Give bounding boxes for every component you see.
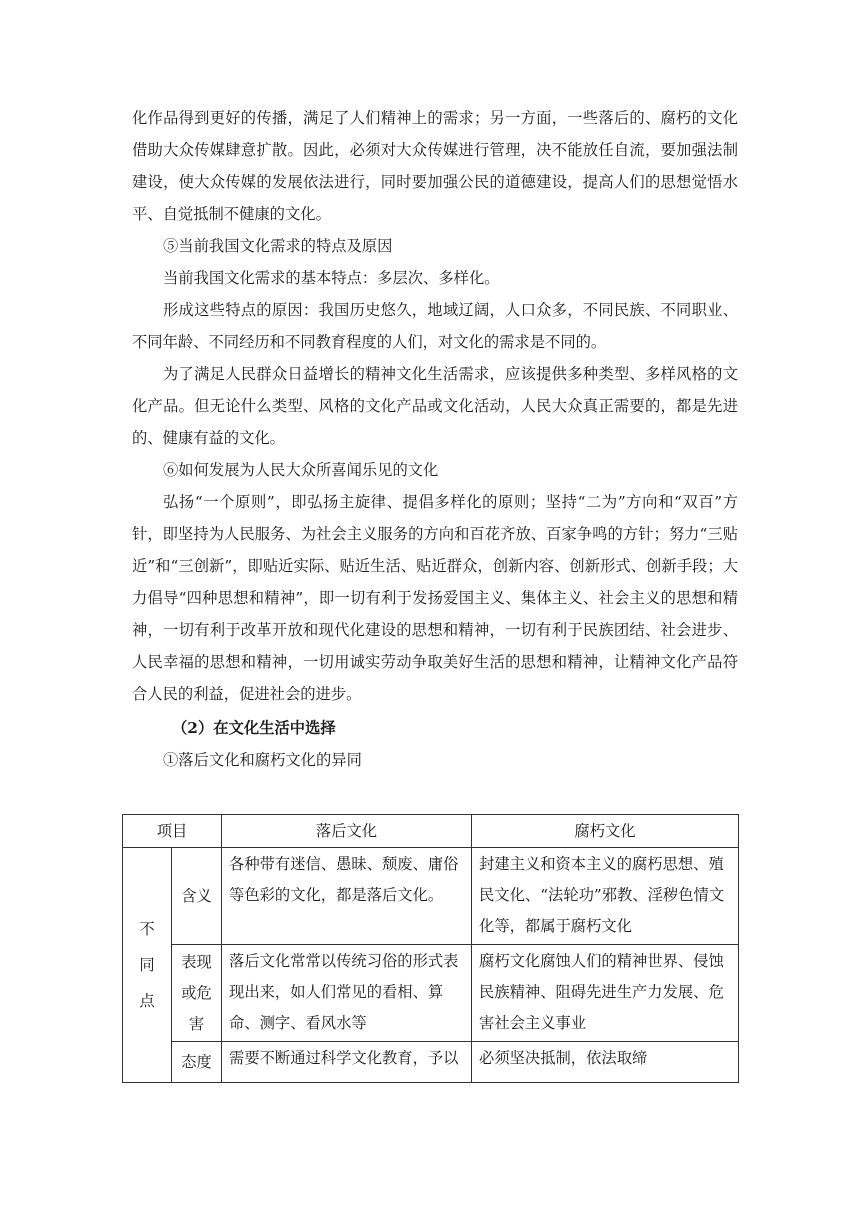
table-caption: ①落后文化和腐朽文化的异同 bbox=[163, 751, 362, 769]
comparison-table bbox=[122, 814, 739, 1083]
header-backward-culture: 落后文化 bbox=[222, 815, 472, 848]
table-cell: 各种带有迷信、愚昧、颓废、庸俗等色彩的文化，都是落后文化。 bbox=[222, 848, 472, 945]
group-label-text: 不同点 bbox=[139, 920, 155, 1010]
header-decadent-culture: 腐朽文化 bbox=[472, 815, 739, 848]
table-row bbox=[123, 848, 739, 945]
section-heading-2: （2）在文化生活中选择 bbox=[172, 719, 336, 737]
header-item: 项目 bbox=[123, 815, 222, 848]
group-label-differences bbox=[123, 848, 172, 1083]
paragraph-develop-culture: 弘扬“一个原则”，即弘扬主旋律、提倡多样化的原则；坚持“二为”方向和“双百”方针，即坚持为人民服务、为社会主义服务的方向和百花齐放、百家争鸣的方针；努力“三贴近”和“三创新”，即贴近实际、贴近生活、贴近群众，创新内容、创新形式、创新手段；大力倡导“四种思想和精神”，即一切有利于发扬爱国主义、集体主义、社会主义的思想和精神，一切有利于改革开放和现代化建设的思想和精神，一切有利于民族团结、社会进步、人民幸福的思想和精神，一切用诚实劳动争取美好生活的思想和精神，让精神文化产品符合人民的利益，促进社会的进步。 bbox=[132, 493, 738, 703]
paragraph-demand-reasons: 形成这些特点的原因：我国历史悠久，地域辽阔，人口众多，不同民族、不同职业、不同年龄、不同经历和不同教育程度的人们，对文化的需求是不同的。 bbox=[132, 301, 738, 351]
table-cell: 需要不断通过科学文化教育，予以 bbox=[222, 1042, 472, 1083]
table-cell: 必须坚决抵制，依法取缔 bbox=[472, 1042, 739, 1083]
table-cell: 落后文化常常以传统习俗的形式表现出来，如人们常见的看相、算命、测字、看风水等 bbox=[222, 945, 472, 1042]
row-label-text: 表现或危害 bbox=[181, 952, 212, 1033]
paragraph-cultural-products: 为了满足人民群众日益增长的精神文化生活需求，应该提供多种类型、多样风格的文化产品。但无论什么类型、风格的文化产品或文化活动，人民大众真正需要的，都是先进的、健康有益的文化。 bbox=[132, 365, 738, 447]
table-row bbox=[123, 945, 739, 1042]
table-cell: 封建主义和资本主义的腐朽思想、殖民文化、“法轮功”邪教、淫秽色情文化等，都属于腐朽文化 bbox=[472, 848, 739, 945]
table-cell: 腐朽文化腐蚀人们的精神世界、侵蚀民族精神、阻碍先进生产力发展、危害社会主义事业 bbox=[472, 945, 739, 1042]
table-header-row bbox=[123, 815, 739, 848]
row-label: 态度 bbox=[172, 1042, 222, 1083]
table-row bbox=[123, 1042, 739, 1083]
row-label bbox=[172, 945, 222, 1042]
paragraph-demand-features: 当前我国文化需求的基本特点：多层次、多样化。 bbox=[163, 269, 500, 287]
row-label: 含义 bbox=[172, 848, 222, 945]
paragraph-mass-media: 化作品得到更好的传播，满足了人们精神上的需求；另一方面，一些落后的、腐朽的文化借助大众传媒肆意扩散。因此，必须对大众传媒进行管理，决不能放任自流，要加强法制建设，使大众传媒的发展依法进行，同时要加强公民的道德建设，提高人们的思想觉悟水平、自觉抵制不健康的文化。 bbox=[132, 109, 738, 223]
section-heading-5: ⑤当前我国文化需求的特点及原因 bbox=[163, 237, 393, 255]
text-body bbox=[132, 102, 738, 776]
section-heading-6: ⑥如何发展为人民大众所喜闻乐见的文化 bbox=[163, 461, 439, 479]
